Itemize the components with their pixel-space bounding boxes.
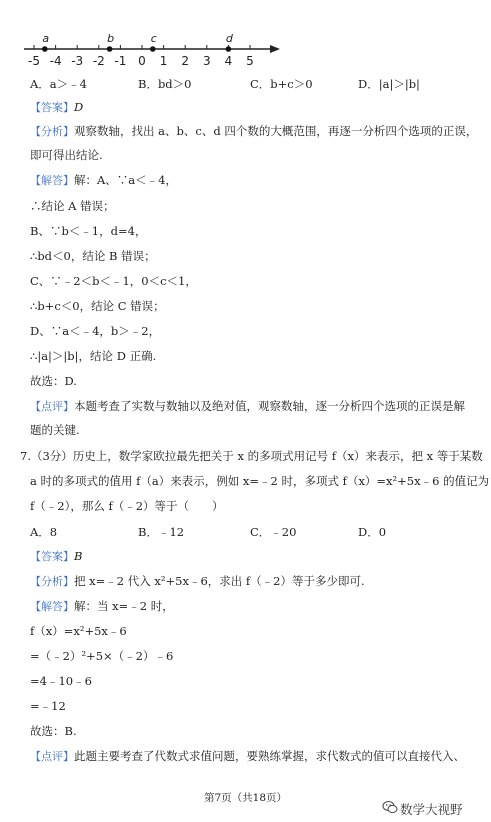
point-label-c: c — [150, 32, 157, 45]
q7-solution-line: =（﹣2）²+5×（﹣2）﹣6 — [30, 649, 174, 663]
q7-option-b: B．﹣12 — [138, 525, 185, 539]
analysis-text: 把 x=﹣2 代入 x²+5x﹣6，求出 f（﹣2）等于多少即可. — [74, 574, 365, 588]
point-label-d: d — [225, 32, 233, 45]
answer-value: B — [74, 549, 83, 563]
q6-comment — [30, 399, 465, 414]
q6-option-c: C．b+c＞0 — [250, 77, 313, 91]
q7-stem: f（﹣2），那么 f（﹣2）等于（ ） — [30, 499, 224, 513]
q6-answer — [30, 100, 83, 115]
q6-solution-line: ∴结论 A 错误； — [30, 199, 115, 213]
tick-label: -4 — [49, 54, 62, 68]
point-c — [150, 46, 156, 52]
tick-label: 2 — [181, 54, 190, 68]
solution-tag: 【解答】 — [30, 174, 74, 187]
q6-solution-line: ∴bd＜0，结论 B 错误； — [30, 249, 156, 263]
tick-label: -2 — [92, 54, 105, 68]
q6-solution-line: B、∵b＜﹣1，d=4， — [30, 224, 147, 238]
q7-solution-line: =4﹣10﹣6 — [30, 674, 92, 688]
q7-answer — [30, 549, 82, 564]
analysis-text: 观察数轴，找出 a、b、c、d 四个数的大概范围，再逐一分析四个选项的正误， — [74, 124, 478, 138]
q7-solution-line: =﹣12 — [30, 699, 66, 713]
q7-stem: a 时的多项式的值用 f（a）来表示，例如 x=﹣2 时，多项式 f（x）=x²+5x﹣6 的值记为 — [30, 474, 490, 488]
number-line — [20, 28, 285, 72]
q6-solution-line: 故选：D. — [30, 374, 77, 388]
tick-label: 4 — [224, 54, 233, 68]
tick-label: 1 — [159, 54, 168, 68]
q7-analysis — [30, 574, 365, 589]
q7-option-a: A．8 — [30, 525, 58, 539]
tick-label: -5 — [28, 54, 40, 68]
solution-text: 解：当 x=﹣2 时， — [74, 599, 174, 613]
point-label-a: a — [42, 32, 50, 45]
tick-label: 5 — [246, 54, 254, 68]
comment-tag: 【点评】 — [30, 400, 74, 413]
point-a — [42, 46, 48, 52]
q6-comment-cont: 题的关键. — [30, 423, 80, 437]
tick-label: -1 — [114, 54, 127, 68]
q6-option-b: B．bd＞0 — [138, 77, 192, 91]
tick-label: -3 — [71, 54, 84, 68]
q6-option-d: D．|a|＞|b| — [358, 77, 420, 91]
q6-solution-line: C、∵﹣2＜b＜﹣1，0＜c＜1， — [30, 274, 197, 288]
point-d — [226, 46, 232, 52]
watermark-text: 数学大视野 — [400, 802, 463, 817]
q7-comment — [30, 749, 465, 764]
q7-option-d: D．0 — [358, 525, 387, 539]
answer-value: D — [74, 100, 84, 114]
analysis-tag: 【分析】 — [30, 125, 74, 138]
axis-arrow-icon — [270, 45, 280, 53]
tick-label: 0 — [138, 54, 146, 68]
q6-solution-line — [30, 173, 177, 188]
answer-tag: 【答案】 — [30, 550, 74, 563]
comment-tag: 【点评】 — [30, 750, 74, 763]
q6-solution-line: D、∵a＜﹣4，b＞﹣2， — [30, 324, 161, 338]
solution-text: 解：A、∵a＜﹣4， — [74, 173, 177, 187]
comment-text: 本题考查了实数与数轴以及绝对值，观察数轴，逐一分析四个选项的正误是解 — [74, 399, 465, 413]
answer-tag: 【答案】 — [30, 101, 74, 114]
solution-tag: 【解答】 — [30, 600, 74, 613]
q7-solution-line: 故选：B. — [30, 724, 77, 738]
point-label-b: b — [107, 32, 115, 45]
q7-solution-line: f（x）=x²+5x﹣6 — [30, 624, 127, 638]
point-b — [107, 46, 113, 52]
q7-solution-line — [30, 599, 174, 614]
comment-text: 此题主要考查了代数式求值问题，要熟练掌握，求代数式的值可以直接代入、 — [74, 749, 465, 763]
q6-solution-line: ∴|a|＞|b|，结论 D 正确. — [30, 349, 157, 363]
q6-analysis — [30, 124, 477, 139]
tick-label: 3 — [202, 54, 211, 68]
q6-solution-line: ∴b+c＜0，结论 C 错误； — [30, 299, 165, 313]
wechat-icon — [382, 799, 398, 815]
q7-option-c: C．﹣20 — [250, 525, 297, 539]
analysis-tag: 【分析】 — [30, 575, 74, 588]
q6-analysis-cont: 即可得出结论. — [30, 148, 103, 162]
page-footer: 第7页（共18页） — [203, 792, 288, 804]
q6-option-a: A．a＞﹣4 — [30, 77, 87, 91]
q7-stem: 7.（3分）历史上，数学家欧拉最先把关于 x 的多项式用记号 f（x）来表示，把 x 等于某数 — [20, 449, 483, 463]
